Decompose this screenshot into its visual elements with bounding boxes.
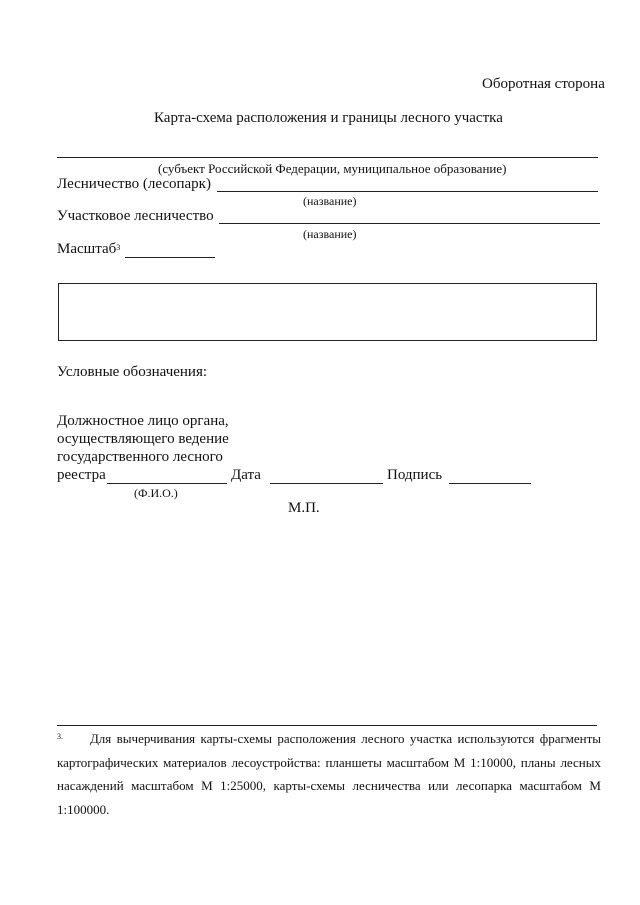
forestry-line[interactable] <box>217 191 598 192</box>
official-line-1: Должностное лицо органа, <box>57 413 229 429</box>
scale-label: Масштаб$^3$ <box>57 241 121 257</box>
date-label: Дата <box>231 467 261 483</box>
seal-label: М.П. <box>288 500 320 516</box>
signature-label: Подпись <box>387 467 443 483</box>
legend-label: Условные обозначения: <box>57 364 208 380</box>
district-caption: (название) <box>303 227 357 241</box>
official-line-2: осуществляющего ведение <box>57 431 229 447</box>
side-label: Оборотная сторона <box>482 76 605 92</box>
scale-footnote-mark: 3 <box>116 243 121 252</box>
district-line[interactable] <box>219 223 600 224</box>
subject-caption: (субъект Российской Федерации, муниципальное образование) <box>158 161 507 176</box>
forestry-caption: (название) <box>303 194 357 208</box>
scale-line[interactable] <box>125 257 215 258</box>
subject-line[interactable] <box>57 157 598 158</box>
official-line-4: реестра <box>57 467 106 483</box>
footnote-text: Для вычерчивания карты-схемы расположения лесного участка используются фрагменты картографических материалов лесоустройства: планшеты масштабом М 1:10000, планы лесных насаждений масштабом М 1:25000, карты-схемы лесничества или лесопарка масштабом М 1:100000. <box>57 731 602 817</box>
district-label: Участковое лесничество <box>57 208 214 224</box>
official-line-3: государственного лесного <box>57 449 223 465</box>
footnote-mark: 3. <box>57 732 63 741</box>
map-box[interactable] <box>58 283 597 341</box>
signature-line[interactable] <box>449 483 531 484</box>
fio-line[interactable] <box>107 483 227 484</box>
footnote <box>57 727 601 821</box>
forestry-label: Лесничество (лесопарк) <box>57 176 211 192</box>
date-line[interactable] <box>270 483 383 484</box>
fio-caption: (Ф.И.О.) <box>134 486 178 500</box>
footnote-divider <box>57 725 597 726</box>
page-title: Карта-схема расположения и границы лесного участка <box>154 110 503 126</box>
